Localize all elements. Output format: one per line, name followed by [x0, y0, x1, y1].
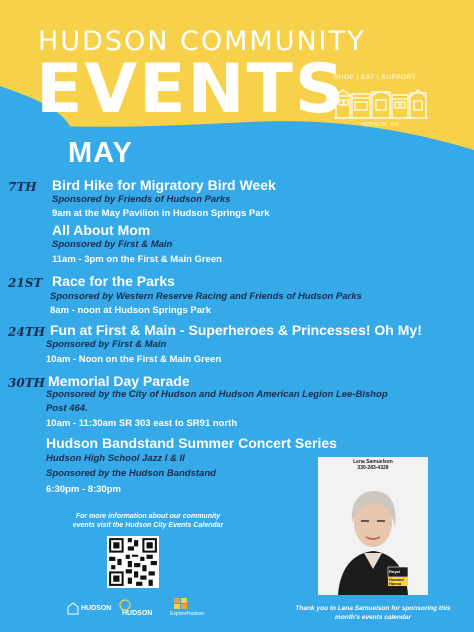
- logo-label: ExploreHudson: [170, 611, 205, 617]
- event-detail: Sponsored by the Hudson Bandstand: [46, 468, 216, 479]
- sponsor-caption: [318, 459, 428, 471]
- sponsor-phone: 330-283-4328: [357, 465, 389, 471]
- logo-label: HUDSON: [81, 605, 112, 612]
- event-detail: 9am at the May Pavilion in Hudson Springs Park: [52, 208, 270, 219]
- sponsor-photo: [318, 457, 428, 595]
- more-info-text: [28, 512, 268, 530]
- qr-code-icon[interactable]: [107, 536, 159, 588]
- tagline: SHOP | EAT | SUPPORT: [334, 74, 417, 81]
- month-heading: MAY: [68, 137, 133, 169]
- hudson-logo: [66, 598, 110, 620]
- event-day: 24TH: [8, 325, 45, 339]
- event-detail: 10am - Noon on the First & Main Green: [46, 354, 222, 365]
- location-label: HUDSON, OH: [362, 122, 399, 128]
- thanks-line: month's events calendar: [335, 614, 411, 621]
- sponsor-badge-top: Royal: [389, 569, 400, 574]
- header-events-heading: EVENTS: [36, 50, 346, 129]
- logo-label: HUDSON: [122, 610, 153, 617]
- event-detail: 8am - noon at Hudson Springs Park: [50, 305, 211, 316]
- sponsor-badge-bottom: Howard Hanna: [389, 577, 404, 586]
- event-detail: Hudson High School Jazz I & II: [46, 453, 185, 464]
- event-title: Race for the Parks: [52, 273, 175, 289]
- event-day: 21ST: [8, 276, 43, 290]
- city-hudson-logo: [116, 598, 158, 620]
- event-day: 7TH: [8, 180, 37, 194]
- event-detail: Sponsored by Friends of Hudson Parks: [52, 194, 231, 205]
- sponsor-portrait-icon: [318, 457, 428, 595]
- event-detail: Sponsored by Western Reserve Racing and Friends of Hudson Parks: [50, 291, 362, 302]
- event-detail: 10am - 11:30am SR 303 east to SR91 north: [46, 418, 238, 429]
- event-title: Fun at First & Main - Superheroes & Princesses! Oh My!: [50, 322, 422, 338]
- event-day: 30TH: [8, 376, 45, 390]
- sponsor-name: Lena Samuelson: [353, 459, 393, 465]
- event-title: Memorial Day Parade: [48, 373, 190, 389]
- event-detail: 11am - 3pm on the First & Main Green: [52, 254, 222, 265]
- hudson-mark-icon: [66, 602, 80, 616]
- event-title: All About Mom: [52, 222, 151, 238]
- event-detail: Sponsored by First & Main: [52, 239, 173, 250]
- event-detail: Post 464.: [46, 403, 88, 414]
- thanks-text: [278, 604, 468, 622]
- event-title: Bird Hike for Migratory Bird Week: [52, 177, 276, 193]
- explore-hudson-logo: [170, 598, 210, 620]
- explore-mark-icon: [174, 598, 188, 610]
- event-detail: 6:30pm - 8:30pm: [46, 484, 121, 495]
- more-info-line: For more information about our community: [75, 513, 221, 520]
- thanks-line: Thank you to Lena Samuelson for sponsoring this: [295, 605, 451, 612]
- event-detail: Sponsored by the City of Hudson and Hudson American Legion Lee-Bishop: [46, 389, 388, 400]
- more-info-line: events visit the Hudson City Events Calendar: [72, 522, 224, 529]
- event-detail: Sponsored by First & Main: [46, 339, 167, 350]
- event-title: Hudson Bandstand Summer Concert Series: [46, 435, 337, 451]
- storefront-icon: [334, 84, 428, 120]
- header-title: HUDSON COMMUNITY: [38, 26, 366, 57]
